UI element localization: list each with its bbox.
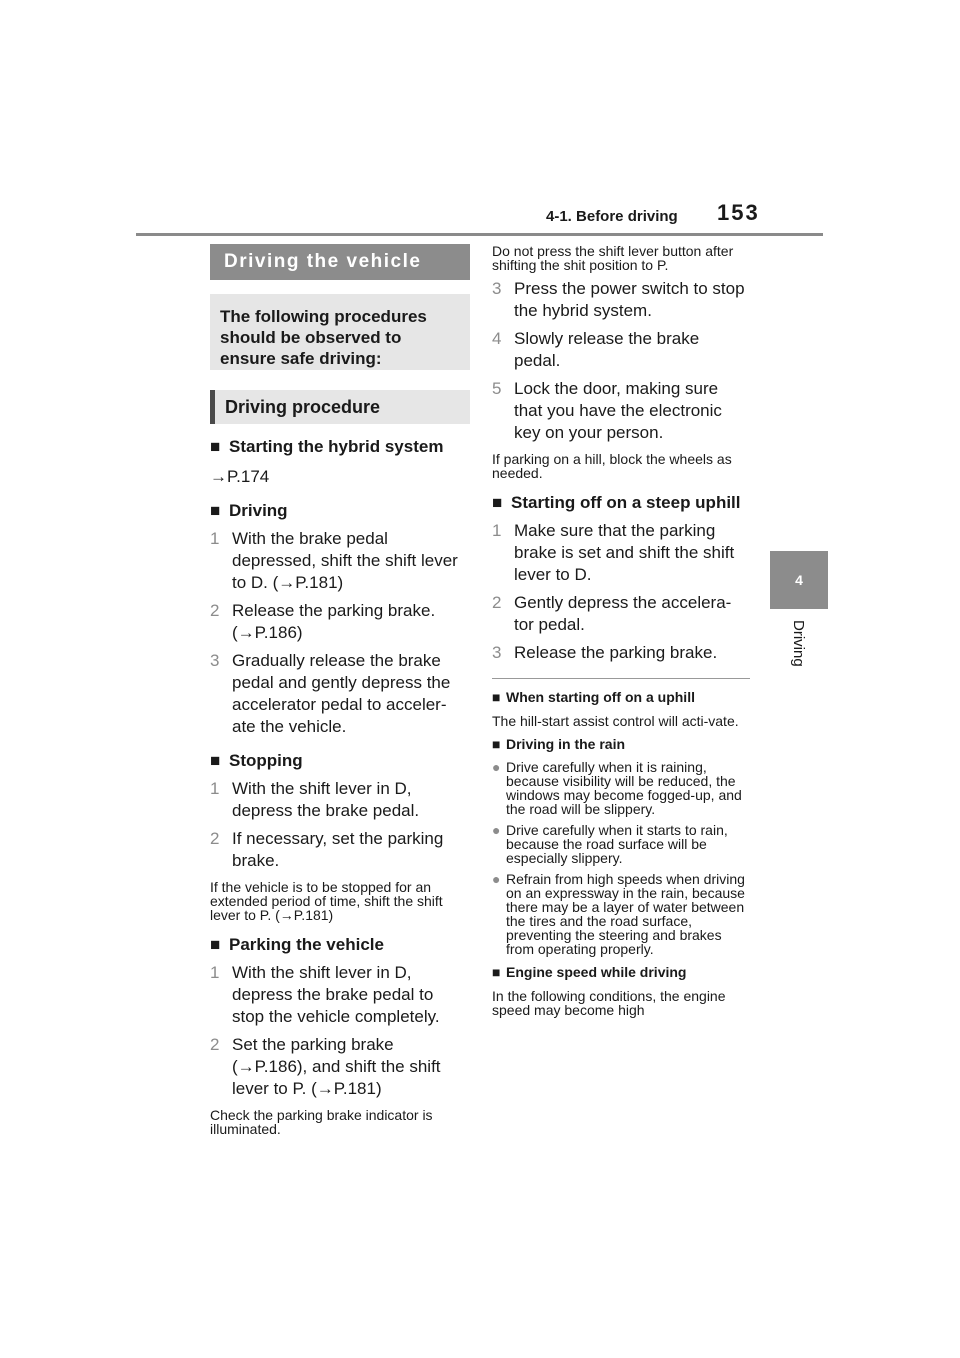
list-item <box>492 872 750 956</box>
step-text: Make sure that the parking brake is set and shift the shift lever to D. <box>514 521 735 584</box>
step-item <box>210 962 470 1028</box>
step-item <box>492 328 750 372</box>
step-item <box>492 278 750 322</box>
bullet-text: Drive carefully when it starts to rain, because the road surface will be especially slippery. <box>506 822 728 866</box>
note-text: If parking on a hill, block the wheels as needed. <box>492 451 732 481</box>
step-text: Release the parking brake. (→P.186) <box>232 601 436 642</box>
step-number: 5 <box>492 379 502 398</box>
square-bullet-icon: ■ <box>210 935 221 954</box>
circle-bullet-icon: ● <box>492 871 501 887</box>
heading-text: Driving in the rain <box>506 736 626 752</box>
step-item <box>210 528 470 594</box>
step-item <box>210 1034 470 1100</box>
right-column <box>492 244 750 1017</box>
step-number: 4 <box>492 329 502 348</box>
section-divider <box>492 678 750 679</box>
subsection-heading: Driving procedure <box>210 390 470 424</box>
page-number: 153 <box>717 200 760 225</box>
step-item <box>210 828 470 872</box>
step-number: 3 <box>210 651 220 670</box>
heading-driving <box>210 500 470 522</box>
square-bullet-icon: ■ <box>492 964 501 980</box>
step-number: 1 <box>210 779 220 798</box>
step-number: 1 <box>210 529 220 548</box>
heading-text: Stopping <box>229 751 303 770</box>
header-divider <box>136 233 823 236</box>
heading-when-uphill <box>492 689 750 706</box>
note-text: In the following conditions, the engine speed may become high <box>492 988 726 1018</box>
step-number: 2 <box>492 593 502 612</box>
note-text: If the vehicle is to be stopped for an extended period of time, shift the shift lever to P. (→P.181) <box>210 879 443 923</box>
heading-text: Starting the hybrid system <box>229 437 444 456</box>
step-text: If necessary, set the parking brake. <box>232 829 444 870</box>
chapter-label: Driving <box>790 620 807 667</box>
heading-text: Driving <box>229 501 288 520</box>
square-bullet-icon: ■ <box>210 437 221 456</box>
step-text: Gradually release the brake pedal and gently depress the accelerator pedal to acceler-ate the vehicle. <box>232 651 451 736</box>
step-number: 1 <box>492 521 502 540</box>
step-item <box>210 600 470 644</box>
step-text: Slowly release the brake pedal. <box>514 329 700 370</box>
section-title: 4-1. Before driving <box>546 208 678 225</box>
heading-engine <box>492 964 750 981</box>
note-text: Check the parking brake indicator is illuminated. <box>210 1107 433 1137</box>
square-bullet-icon: ■ <box>492 689 501 705</box>
step-item <box>492 520 750 586</box>
step-number: 3 <box>492 279 502 298</box>
heading-stopping <box>210 750 470 772</box>
bullet-text: Drive carefully when it is raining, because visibility will be reduced, the windows may become fogged-up, and the road will be slippery. <box>506 759 742 817</box>
step-text: Lock the door, making sure that you have the electronic key on your person. <box>514 379 722 442</box>
square-bullet-icon: ■ <box>492 493 503 512</box>
step-number: 1 <box>210 963 220 982</box>
left-column <box>210 244 470 1136</box>
step-item <box>492 642 750 664</box>
list-item <box>492 823 750 865</box>
note-text: The hill-start assist control will acti-vate. <box>492 713 739 729</box>
step-text: With the shift lever in D, depress the brake pedal to stop the vehicle completely. <box>232 963 440 1026</box>
heading-starting <box>210 436 470 458</box>
note-text: Do not press the shift lever button after shifting the shit position to P. <box>492 243 734 273</box>
step-text: With the brake pedal depressed, shift the shift lever to D. (→P.181) <box>232 529 458 592</box>
heading-uphill <box>492 492 750 514</box>
step-text: Gently depress the accelera-tor pedal. <box>514 593 732 634</box>
heading-text: Parking the vehicle <box>229 935 384 954</box>
step-item <box>492 378 750 444</box>
square-bullet-icon: ■ <box>210 751 221 770</box>
heading-text: When starting off on a uphill <box>506 689 695 705</box>
section-heading: Driving the vehicle <box>210 244 470 280</box>
step-item <box>210 778 470 822</box>
step-item <box>210 650 470 738</box>
intro-box: The following procedures should be observed to ensure safe driving: <box>210 294 470 370</box>
step-number: 2 <box>210 829 220 848</box>
step-text: Release the parking brake. <box>514 643 718 662</box>
step-number: 2 <box>210 1035 220 1054</box>
page-reference: →P.174 <box>210 467 270 486</box>
step-text: Press the power switch to stop the hybrid system. <box>514 279 745 320</box>
chapter-number-tab: 4 <box>770 551 828 609</box>
square-bullet-icon: ■ <box>210 501 221 520</box>
circle-bullet-icon: ● <box>492 759 501 775</box>
step-text: With the shift lever in D, depress the brake pedal. <box>232 779 420 820</box>
heading-parking <box>210 934 470 956</box>
square-bullet-icon: ■ <box>492 736 501 752</box>
circle-bullet-icon: ● <box>492 822 501 838</box>
bullet-text: Refrain from high speeds when driving on an expressway in the rain, because there may be a layer of water between the tires and the road surface, preventing the steering and brakes from operating properly. <box>506 871 745 957</box>
heading-text: Engine speed while driving <box>506 964 687 980</box>
heading-text: Starting off on a steep uphill <box>511 493 741 512</box>
list-item <box>492 760 750 816</box>
step-number: 2 <box>210 601 220 620</box>
step-text: Set the parking brake (→P.186), and shift the shift lever to P. (→P.181) <box>232 1035 441 1098</box>
step-number: 3 <box>492 643 502 662</box>
heading-rain <box>492 736 750 753</box>
step-item <box>492 592 750 636</box>
